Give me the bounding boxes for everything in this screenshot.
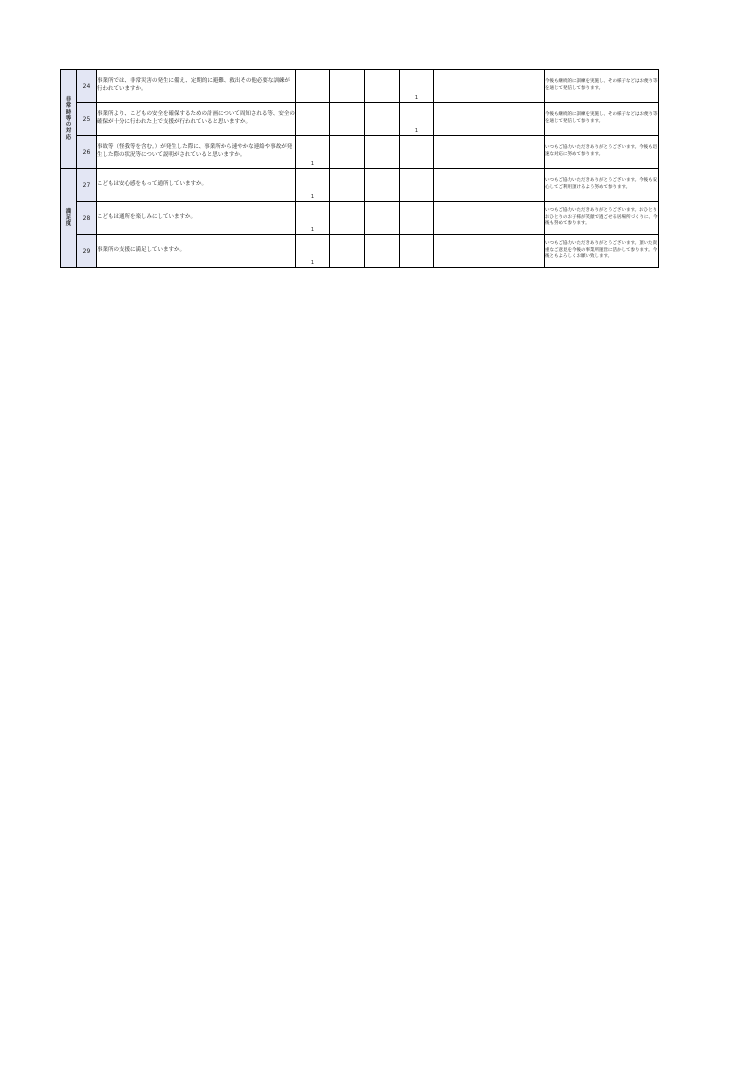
question-text: こどもは安心感をもって通所していますか。 [97,169,296,202]
category-cell-emergency [61,70,77,169]
answer-cell [296,103,330,136]
comment-cell: いつもご協力いただきありがとうございます。今後も安心してご利用頂けるよう努めて参ります。 [545,169,659,202]
comment-cell: いつもご協力いただきありがとうございます。おひとりおひとりのお子様が笑顔で過ごせる居場所づくりに、今後も努めて参ります。 [545,202,659,235]
answer-cell [330,202,365,235]
answer-cell [365,103,400,136]
question-number: 29 [77,235,97,268]
answer-cell [400,202,434,235]
answer-cell [400,136,434,169]
answer-count: 1 [310,161,315,167]
table-row [61,169,659,202]
comment-cell: いつもご協力いただきありがとうございます。今後も迅速な対応に努めて参ります。 [545,136,659,169]
category-label: 満足度 [65,208,72,228]
answer-cell [434,70,545,103]
answer-cell [434,169,545,202]
category-cell-satisfaction [61,169,77,268]
answer-cell [330,103,365,136]
answer-cell [296,202,330,235]
table-row [61,136,659,169]
answer-cell [400,169,434,202]
question-number: 27 [77,169,97,202]
table-row [61,70,659,103]
question-number: 24 [77,70,97,103]
answer-count: 1 [310,260,315,266]
answer-cell [365,235,400,268]
answer-count: 1 [414,128,419,134]
answer-cell [365,202,400,235]
question-number: 26 [77,136,97,169]
question-number: 28 [77,202,97,235]
answer-count: 1 [414,95,419,101]
answer-cell [434,235,545,268]
table-row [61,202,659,235]
answer-cell [434,136,545,169]
question-text: 事故等（怪我等を含む。）が発生した際に、事業所から速やかな連絡や事故が発生した際の状況等について説明がされていると思いますか。 [97,136,296,169]
answer-cell [365,136,400,169]
answer-cell [330,169,365,202]
answer-cell [400,70,434,103]
survey-table [60,69,659,268]
question-number: 25 [77,103,97,136]
answer-cell [330,235,365,268]
table-row [61,235,659,268]
answer-cell [330,136,365,169]
answer-cell [434,103,545,136]
answer-cell [400,235,434,268]
comment-cell: いつもご協力いただきありがとうございます。頂いた貴重なご意見を今後の事業所運営に活かして参ります。今後ともよろしくお願い致します。 [545,235,659,268]
answer-cell [296,169,330,202]
answer-cell [400,103,434,136]
answer-count: 1 [310,227,315,233]
answer-cell [296,70,330,103]
answer-cell [365,70,400,103]
comment-cell: 今後も継続的に訓練を実施し、その様子などはお便り等を通じて発信して参ります。 [545,103,659,136]
answer-cell [296,136,330,169]
answer-cell [365,169,400,202]
question-text: 事業所より、こどもの安全を確保するための計画について周知される等、安全の確保が十分に行われた上で支援が行われていると思いますか。 [97,103,296,136]
question-text: 事業所の支援に満足していますか。 [97,235,296,268]
answer-cell [434,202,545,235]
answer-cell [296,235,330,268]
survey-sheet [60,69,659,268]
table-row [61,103,659,136]
answer-cell [330,70,365,103]
answer-count: 1 [310,194,315,200]
comment-cell: 今後も継続的に訓練を実施し、その様子などはお便り等を通じて発信して参ります。 [545,70,659,103]
question-text: 事業所では、非常災害の発生に備え、定期的に避難、救出その他必要な訓練が行われていますか。 [97,70,296,103]
category-label: 非常時等の対応 [65,96,72,141]
question-text: こどもは通所を楽しみにしていますか。 [97,202,296,235]
